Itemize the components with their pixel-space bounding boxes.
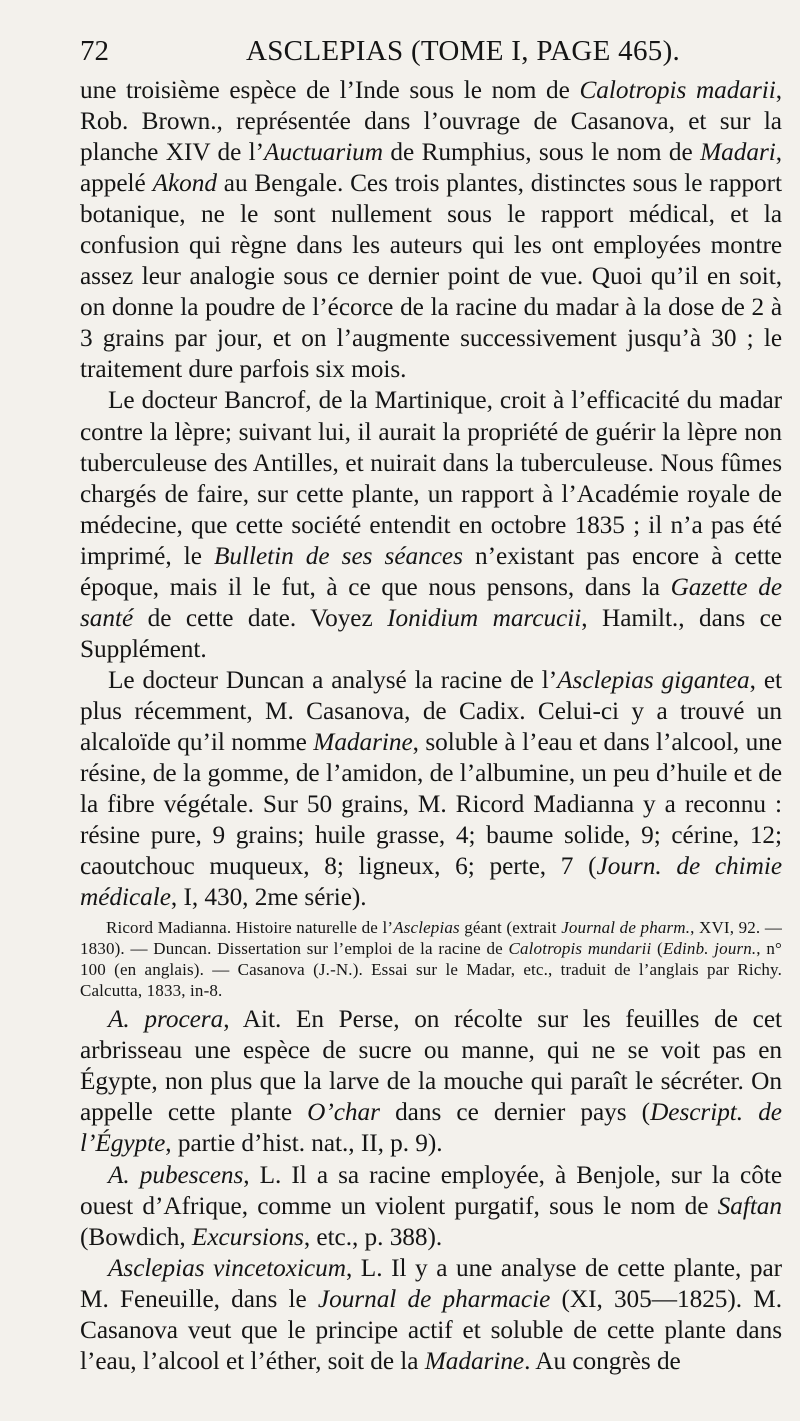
text-segment: ( [651, 939, 663, 959]
species-name: A. pubescens [108, 1160, 244, 1189]
text-segment: une troisième espèce de l’Inde sous le nom de [80, 76, 580, 104]
page-number: 72 [80, 35, 109, 67]
journal-title: Journal de pharmacie [317, 1284, 551, 1313]
local-name: Madari [700, 138, 776, 167]
species-name: Asclepias [393, 918, 460, 938]
text-segment: , appelé [80, 138, 782, 198]
text-segment: , L. Il y a une analyse de cette plante, par M. Feneuille, dans le [80, 1253, 782, 1313]
compound-name: Madarine [424, 1346, 525, 1375]
text-segment: , soluble à l’eau et dans l’alcool, une résine, de la gomme, de l’amidon, de l’albumine, un peu d’huile et de la fibre végétale. Sur 50 grains, M. Ricord Madianna y a reconnu : résine pure, 9 grains; huile grasse, 4; baume solide, 9; cérine, 12; caoutchouc muqueux, 8; ligneux, 6; perte, 7 ( [80, 727, 782, 881]
journal-title: Bulletin de ses séances [214, 541, 463, 570]
text-segment: , I, 430, 2me série). [170, 883, 367, 912]
local-name: O’char [307, 1098, 380, 1127]
species-name: Asclepias gigantea [557, 665, 750, 694]
text-segment: (Bowdich, [80, 1222, 192, 1251]
text-segment: , Ait. En Perse, on récolte sur les feuilles de cet arbrisseau une espèce de sucre ou manne, qui ne se voit pas en Égypte, non plus que la larve de la mouche qui paraît le sécréter. On appelle cette plante [80, 1005, 782, 1127]
paragraph-4 [80, 1004, 782, 1159]
work-title: Descript. de l’Égypte [80, 1098, 782, 1158]
running-head: ASCLEPIAS (TOME I, PAGE 465). [246, 35, 681, 67]
text-segment: (XI, 305—1825). M. Casanova veut que le principe actif et soluble de cette plante dans l’eau, l’alcool et l’éther, soit de la [80, 1284, 782, 1375]
main-text [80, 75, 782, 1377]
text-segment: , n° 100 (en anglais). — Casanova (J.-N.). Essai sur le Madar, etc., traduit de l’anglais par Richy. Calcutta, 1833, in-8. [80, 939, 782, 1001]
work-title: Auctuarium [264, 138, 383, 167]
paragraph-5 [80, 1160, 782, 1253]
local-name: Saftan [717, 1191, 782, 1220]
text-segment: , et plus récemment, M. Casanova, de Cadix. Celui-ci y a trouvé un alcaloïde qu’il nomme [80, 665, 782, 756]
species-name: Calotropis madarii [579, 76, 776, 104]
text-segment: n’existant pas encore à cette époque, mais il le fut, à ce que nous pensons, dans la [80, 541, 782, 601]
work-title: Excursions [191, 1222, 304, 1251]
journal-title: Journ. de chimie médicale [80, 852, 783, 912]
page-header [80, 34, 782, 68]
species-name: A. procera [108, 1005, 224, 1034]
text-segment: Le docteur Duncan a analysé la racine de l’ [108, 665, 558, 694]
species-name: Calotropis mundarii [508, 939, 652, 959]
paragraph-3 [80, 665, 782, 913]
species-name: Ionidium marcucii [387, 603, 582, 632]
paragraph-1 [80, 75, 782, 385]
text-segment: Ricord Madianna. Histoire naturelle de l’ [106, 918, 394, 938]
text-segment: , L. Il a sa racine employée, à Benjole, sur la côte ouest d’Afrique, comme un violent purgatif, sous le nom de [80, 1160, 782, 1220]
text-segment: . Au congrès de [524, 1346, 681, 1375]
text-segment: de Rumphius, sous le nom de [383, 138, 701, 167]
text-segment: , partie d’hist. nat., II, p. 9). [165, 1129, 443, 1158]
text-segment: , etc., p. 388). [303, 1222, 443, 1251]
journal-title: Edinb. journ. [662, 939, 757, 959]
paragraph-6 [80, 1253, 782, 1377]
text-segment: , XVI, 92. — 1830). — Duncan. Dissertation sur l’emploi de la racine de [80, 918, 783, 959]
compound-name: Madarine [313, 727, 413, 756]
text-segment: dans ce dernier pays ( [379, 1098, 651, 1127]
local-name: Akond [152, 169, 217, 198]
text-segment: géant (extrait [459, 918, 562, 938]
species-name: Asclepias vincetoxicum [108, 1253, 346, 1282]
journal-title: Gazette de santé [80, 572, 782, 632]
text-segment: de cette date. Voyez [133, 603, 388, 632]
text-segment: , Hamilt., dans ce Supplément. [80, 603, 782, 663]
text-segment: , Rob. Brown., représentée dans l’ouvrage de Casanova, et sur la planche XIV de l’ [80, 76, 782, 167]
bibliography-note [80, 917, 782, 1001]
journal-title: Journal de pharm. [561, 918, 691, 938]
text-segment: Le docteur Bancrof, de la Martinique, croit à l’efficacité du madar contre la lèpre; suivant lui, il aurait la propriété de guérir la lèpre non tuberculeuse des Antilles, et nuirait dans la tuberculeuse. Nous fûmes chargés de faire, sur cette plante, un rapport à l’Académie royale de médecine, que cette société entendit en octobre 1835 ; il n’a pas été imprimé, le [80, 386, 782, 570]
paragraph-2 [80, 385, 782, 664]
text-segment: au Bengale. Ces trois plantes, distinctes sous le rapport botanique, ne le sont nullement sous le rapport médical, et la confusion qui règne dans les auteurs qui les ont employées montre assez leur analogie sous ce dernier point de vue. Quoi qu’il en soit, on donne la poudre de l’écorce de la racine du madar à la dose de 2 à 3 grains par jour, et on l’augmente successivement jusqu’à 30 ; le traitement dure parfois six mois. [80, 169, 782, 384]
